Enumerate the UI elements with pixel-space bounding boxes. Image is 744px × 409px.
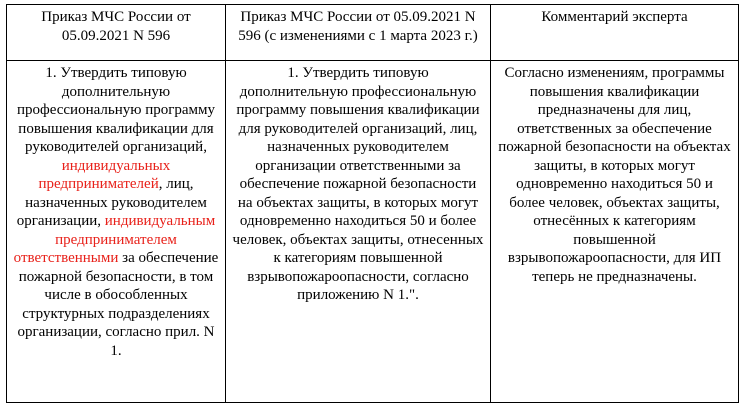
header-expert-comment: Комментарий эксперта xyxy=(491,5,739,61)
table-row xyxy=(7,61,739,403)
highlight-entrepreneur-responsible: индивидуальным предпринимателем ответственными xyxy=(13,213,216,266)
header-original-order: Приказ МЧС России от 05.09.2021 N 596 xyxy=(7,5,226,61)
header-row xyxy=(7,5,739,61)
cell-original-text xyxy=(7,61,226,403)
original-text-part3: за обеспечение пожарной безопасности, в том числе в обособленных структурных подразделениях организации, согласно прил. N 1. xyxy=(17,250,219,359)
original-text-part2: , лиц, назначенных руководителем организации, xyxy=(16,176,207,229)
cell-amended-text: 1. Утвердить типовую дополнительную профессиональную программу повышения квалификации для руководителей организаций, лиц, назначенных руководителем организации ответственными за обеспечение пожарной безопасности на объектах защиты, в которых могут одновременно находиться 50 и более человек, объектах защиты, отнесенных к категориям повышенной взрывопожароопасности, согласно приложению N 1.". xyxy=(226,61,491,403)
highlight-individual-entrepreneurs: индивидуальных предпринимателей xyxy=(38,157,171,192)
header-amended-order: Приказ МЧС России от 05.09.2021 N 596 (с изменениями с 1 марта 2023 г.) xyxy=(226,5,491,61)
comparison-table xyxy=(6,4,739,403)
original-text-part1: 1. Утвердить типовую дополнительную профессиональную программу повышения квалификации для руководителей организаций, xyxy=(16,65,216,155)
cell-expert-comment: Согласно изменениям, программы повышения квалификации предназначены для лиц, ответственных за обеспечение пожарной безопасности на объектах защиты, в которых могут одновременно находиться 50 и более человек, объектах защиты, отнесённых к категориям повышенной взрывопожароопасности, для ИП теперь не предназначены. xyxy=(491,61,739,403)
